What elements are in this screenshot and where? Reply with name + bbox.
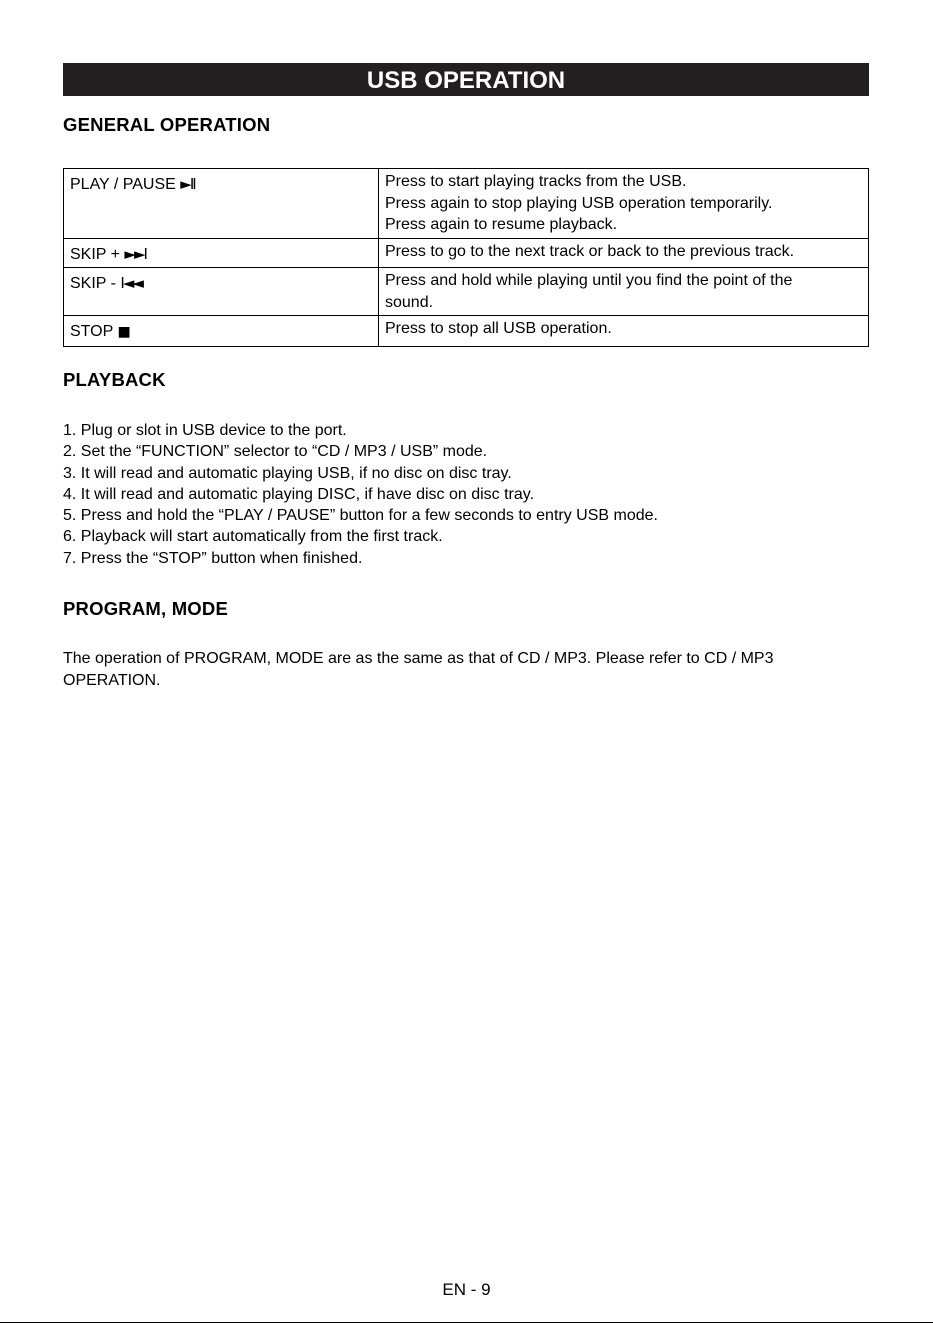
table-desc-cell: [379, 268, 869, 316]
table-row: [64, 169, 869, 239]
operations-table: [63, 168, 869, 347]
table-row: [64, 238, 869, 268]
skip-back-icon: I◄◄: [120, 274, 142, 292]
table-desc-cell: [379, 316, 869, 347]
control-label: SKIP -: [70, 275, 116, 292]
list-item: 2. Set the “FUNCTION” selector to “CD / MP3 / USB” mode.: [63, 443, 488, 461]
desc-line: sound.: [385, 293, 434, 311]
table-desc-cell: [379, 169, 869, 239]
play-pause-icon: ►II: [180, 175, 195, 193]
table-key-cell: [64, 169, 379, 239]
section-heading-playback: PLAYBACK: [63, 369, 166, 390]
table-row: [64, 316, 869, 347]
control-label: STOP: [70, 323, 113, 340]
list-item: 4. It will read and automatic playing DISC, if have disc on disc tray.: [63, 485, 535, 503]
control-label: SKIP +: [70, 245, 120, 263]
section-heading-program: PROGRAM, MODE: [63, 598, 228, 619]
desc-line: Press and hold while playing until you find the point of the: [385, 272, 793, 289]
list-item: 7. Press the “STOP” button when finished.: [63, 549, 363, 567]
desc-line: Press again to resume playback.: [385, 216, 618, 233]
table-key-cell: [64, 238, 379, 268]
page-title: USB OPERATION: [63, 63, 869, 96]
desc-line: Press to start playing tracks from the USB.: [385, 173, 687, 190]
table-desc-cell: [379, 238, 869, 268]
program-paragraph: The operation of PROGRAM, MODE are as the same as that of CD / MP3. Please refer to CD / MP3 OPERATION.: [63, 650, 774, 689]
desc-line: Press again to stop playing USB operation temporarily.: [385, 194, 773, 212]
bottom-divider: [0, 1322, 933, 1323]
list-item: 1. Plug or slot in USB device to the port.: [63, 422, 347, 439]
page-number: EN - 9: [442, 1280, 491, 1299]
control-label: PLAY / PAUSE: [70, 176, 176, 193]
section-heading-general: GENERAL OPERATION: [63, 114, 271, 135]
list-item: 6. Playback will start automatically from the first track.: [63, 528, 443, 546]
list-item: 3. It will read and automatic playing USB, if no disc on disc tray.: [63, 464, 512, 482]
desc-line: Press to stop all USB operation.: [385, 320, 612, 337]
stop-icon: ■: [117, 324, 131, 340]
list-item: 5. Press and hold the “PLAY / PAUSE” button for a few seconds to entry USB mode.: [63, 507, 658, 525]
playback-steps: [63, 420, 658, 569]
table-row: [64, 268, 869, 316]
desc-line: Press to go to the next track or back to the previous track.: [385, 242, 795, 260]
skip-forward-icon: ►►I: [124, 244, 146, 263]
table-key-cell: [64, 316, 379, 347]
table-key-cell: [64, 268, 379, 316]
